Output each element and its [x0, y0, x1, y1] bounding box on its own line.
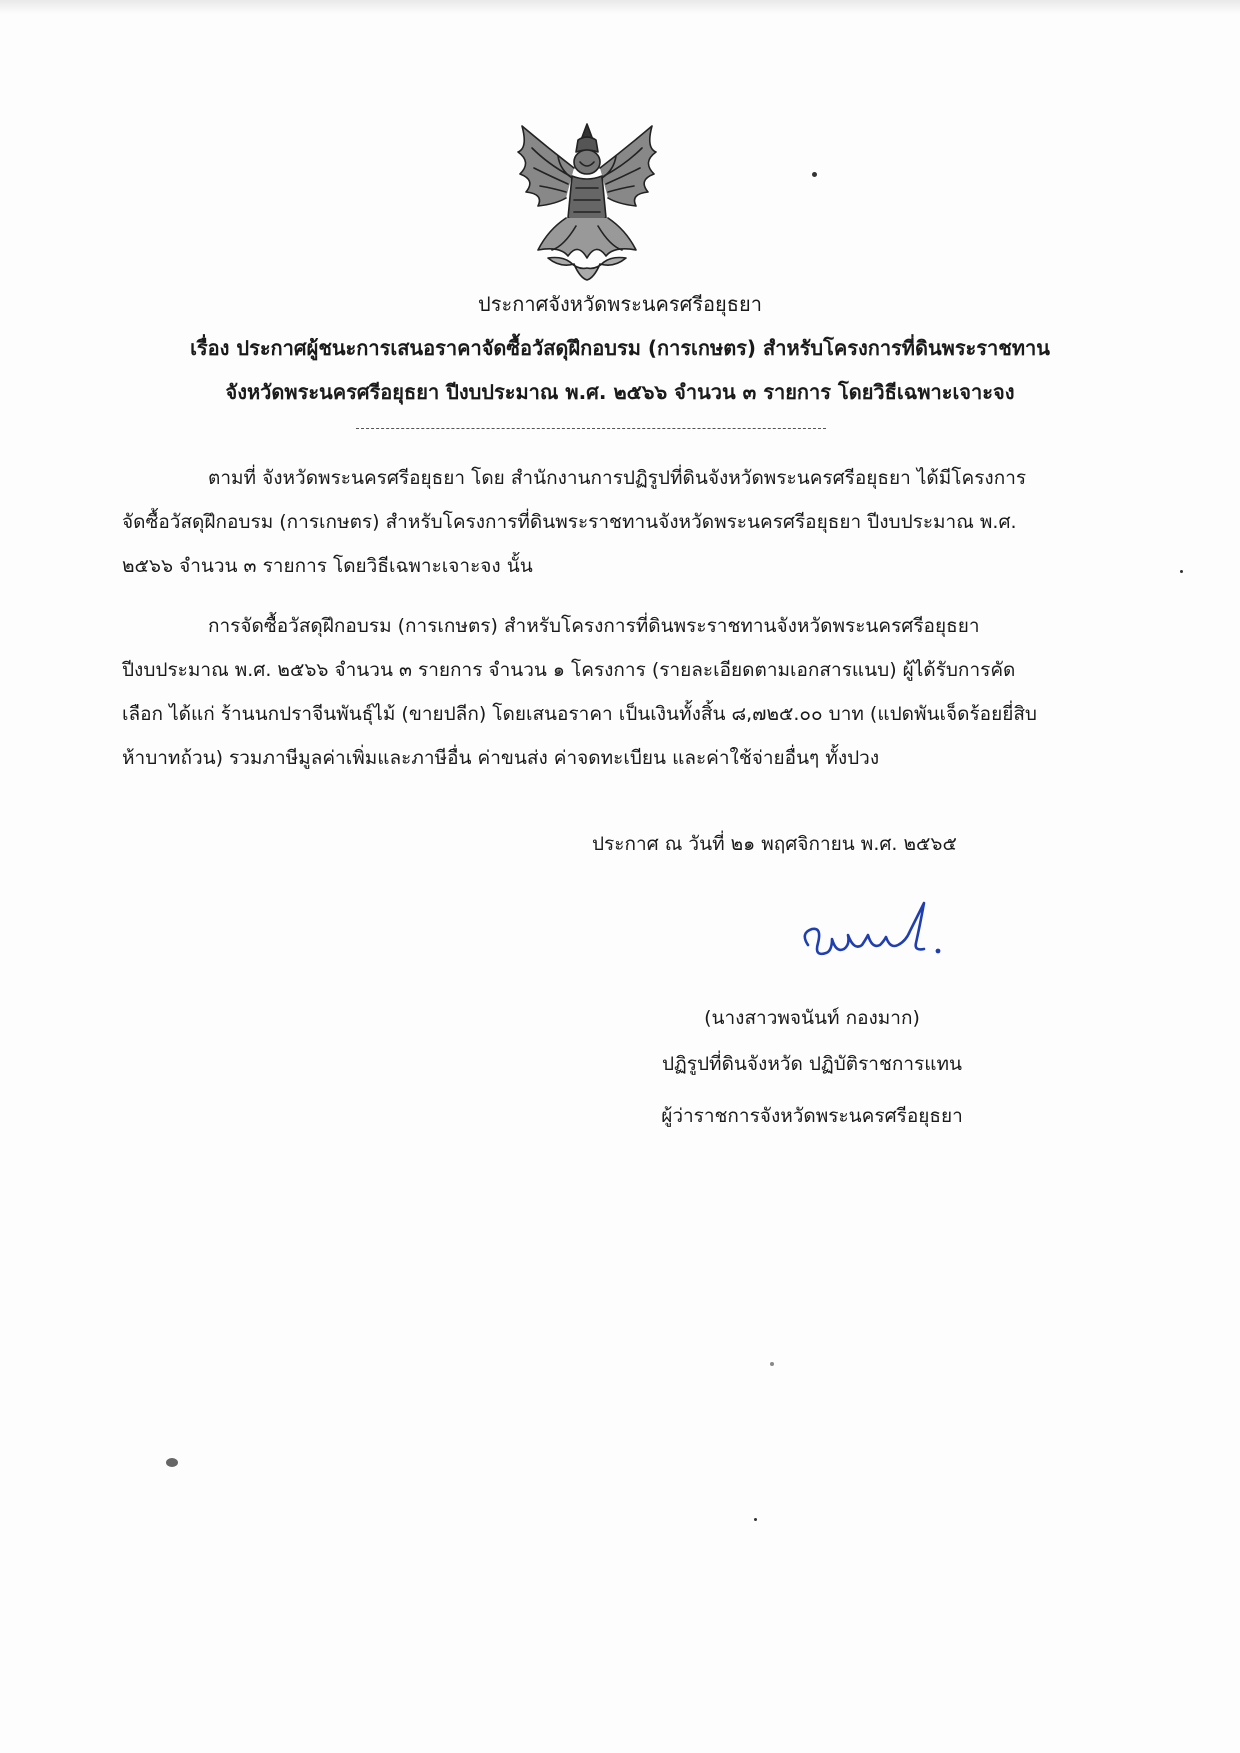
signatory-name: (นางสาวพจนันท์ กองมาก): [704, 1007, 920, 1029]
scan-speck: [770, 1362, 774, 1366]
paragraph-2-line-2: ปีงบประมาณ พ.ศ. ๒๕๖๖ จำนวน ๓ รายการ จำนวน ๑ โครงการ (รายละเอียดตามเอกสารแนบ) ผู้ได้รับการคัด: [122, 659, 1016, 681]
scan-speck: [166, 1458, 178, 1467]
handwritten-signature: [786, 895, 966, 975]
section-divider: [356, 428, 826, 429]
subject-line-1: เรื่อง ประกาศผู้ชนะการเสนอราคาจัดซื้อวัสดุฝึกอบรม (การเกษตร) สำหรับโครงการที่ดินพระราชทาน: [190, 336, 1050, 360]
paragraph-1-line-3: ๒๕๖๖ จำนวน ๓ รายการ โดยวิธีเฉพาะเจาะจง นั้น: [122, 555, 533, 577]
paragraph-2-line-4: ห้าบาทถ้วน) รวมภาษีมูลค่าเพิ่มและภาษีอื่น ค่าขนส่ง ค่าจดทะเบียน และค่าใช้จ่ายอื่นๆ ทั้งปวง: [122, 747, 880, 769]
subject-line-2: จังหวัดพระนครศรีอยุธยา ปีงบประมาณ พ.ศ. ๒๕๖๖ จำนวน ๓ รายการ โดยวิธีเฉพาะเจาะจง: [225, 380, 1015, 404]
announcement-date: ประกาศ ณ วันที่ ๒๑ พฤศจิกายน พ.ศ. ๒๕๖๕: [592, 833, 957, 855]
paragraph-1-line-1: ตามที่ จังหวัดพระนครศรีอยุธยา โดย สำนักงานการปฏิรูปที่ดินจังหวัดพระนครศรีอยุธยา ได้มีโครงการ: [208, 467, 1027, 489]
agency-title: ประกาศจังหวัดพระนครศรีอยุธยา: [478, 292, 762, 316]
paragraph-2-line-1: การจัดซื้อวัสดุฝึกอบรม (การเกษตร) สำหรับโครงการที่ดินพระราชทานจังหวัดพระนครศรีอยุธยา: [208, 615, 980, 637]
scan-speck: [1180, 570, 1183, 573]
scan-speck: [754, 1518, 757, 1521]
paragraph-2-line-3: เลือก ได้แก่ ร้านนกปราจีนพันธุ์ไม้ (ขายปลีก) โดยเสนอราคา เป็นเงินทั้งสิ้น ๘,๗๒๕.๐๐ บาท (แปดพันเจ็ดร้อยยี่สิบ: [122, 703, 1037, 725]
scan-speck: [812, 172, 817, 177]
signatory-position-2: ผู้ว่าราชการจังหวัดพระนครศรีอยุธยา: [661, 1105, 963, 1127]
signatory-position-1: ปฏิรูปที่ดินจังหวัด ปฏิบัติราชการแทน: [661, 1053, 963, 1075]
scan-edge-shade: [0, 0, 1240, 14]
paragraph-1-line-2: จัดซื้อวัสดุฝึกอบรม (การเกษตร) สำหรับโครงการที่ดินพระราชทานจังหวัดพระนครศรีอยุธยา ปีงบประมาณ พ.ศ.: [122, 511, 1017, 533]
garuda-emblem-icon: [508, 118, 666, 286]
